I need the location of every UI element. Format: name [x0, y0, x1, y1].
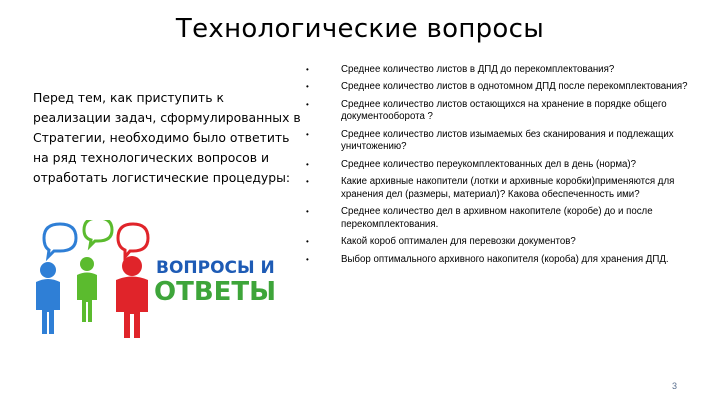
list-item: • Среднее количество переукомплектованных дел в день (норма)?	[304, 159, 696, 172]
question-list	[304, 64, 696, 271]
list-item: • Среднее количество листов изымаемых без сканирования и подлежащих уничтожению?	[304, 129, 696, 155]
list-item: • Выбор оптимального архивного накопителя (короба) для хранения ДПД.	[304, 254, 696, 267]
list-item: • Среднее количество дел в архивном накопителе (коробе) до и после перекомплектования.	[304, 206, 696, 232]
page-number: 3	[671, 381, 677, 391]
list-item: • Какие архивные накопители (лотки и архивные коробки)применяются для хранения дел (размеры, материал)? Какова обеспеченность ими?	[304, 176, 696, 202]
slide-title: Технологические вопросы	[175, 14, 545, 44]
list-item: • Среднее количество листов в однотомном ДПД после перекомплектования?	[304, 81, 696, 94]
people-with-speech-bubbles-icon	[36, 220, 148, 338]
qa-illustration	[22, 220, 302, 340]
list-item: • Среднее количество листов в ДПД до перекомплектования?	[304, 64, 696, 77]
answers-heading-line1: ВОПРОСЫ И	[156, 258, 275, 278]
list-item: • Какой короб оптимален для перевозки документов?	[304, 236, 696, 249]
answers-heading-line2: ОТВЕТЫ	[154, 277, 277, 307]
intro-text: Перед тем, как приступить к реализации задач, сформулированных в Стратегии, необходимо было ответить на ряд технологических вопросов и отработать логистические процедуры:	[33, 90, 301, 185]
list-item: • Среднее количество листов остающихся на хранение в порядке общего документооборота ?	[304, 99, 696, 125]
